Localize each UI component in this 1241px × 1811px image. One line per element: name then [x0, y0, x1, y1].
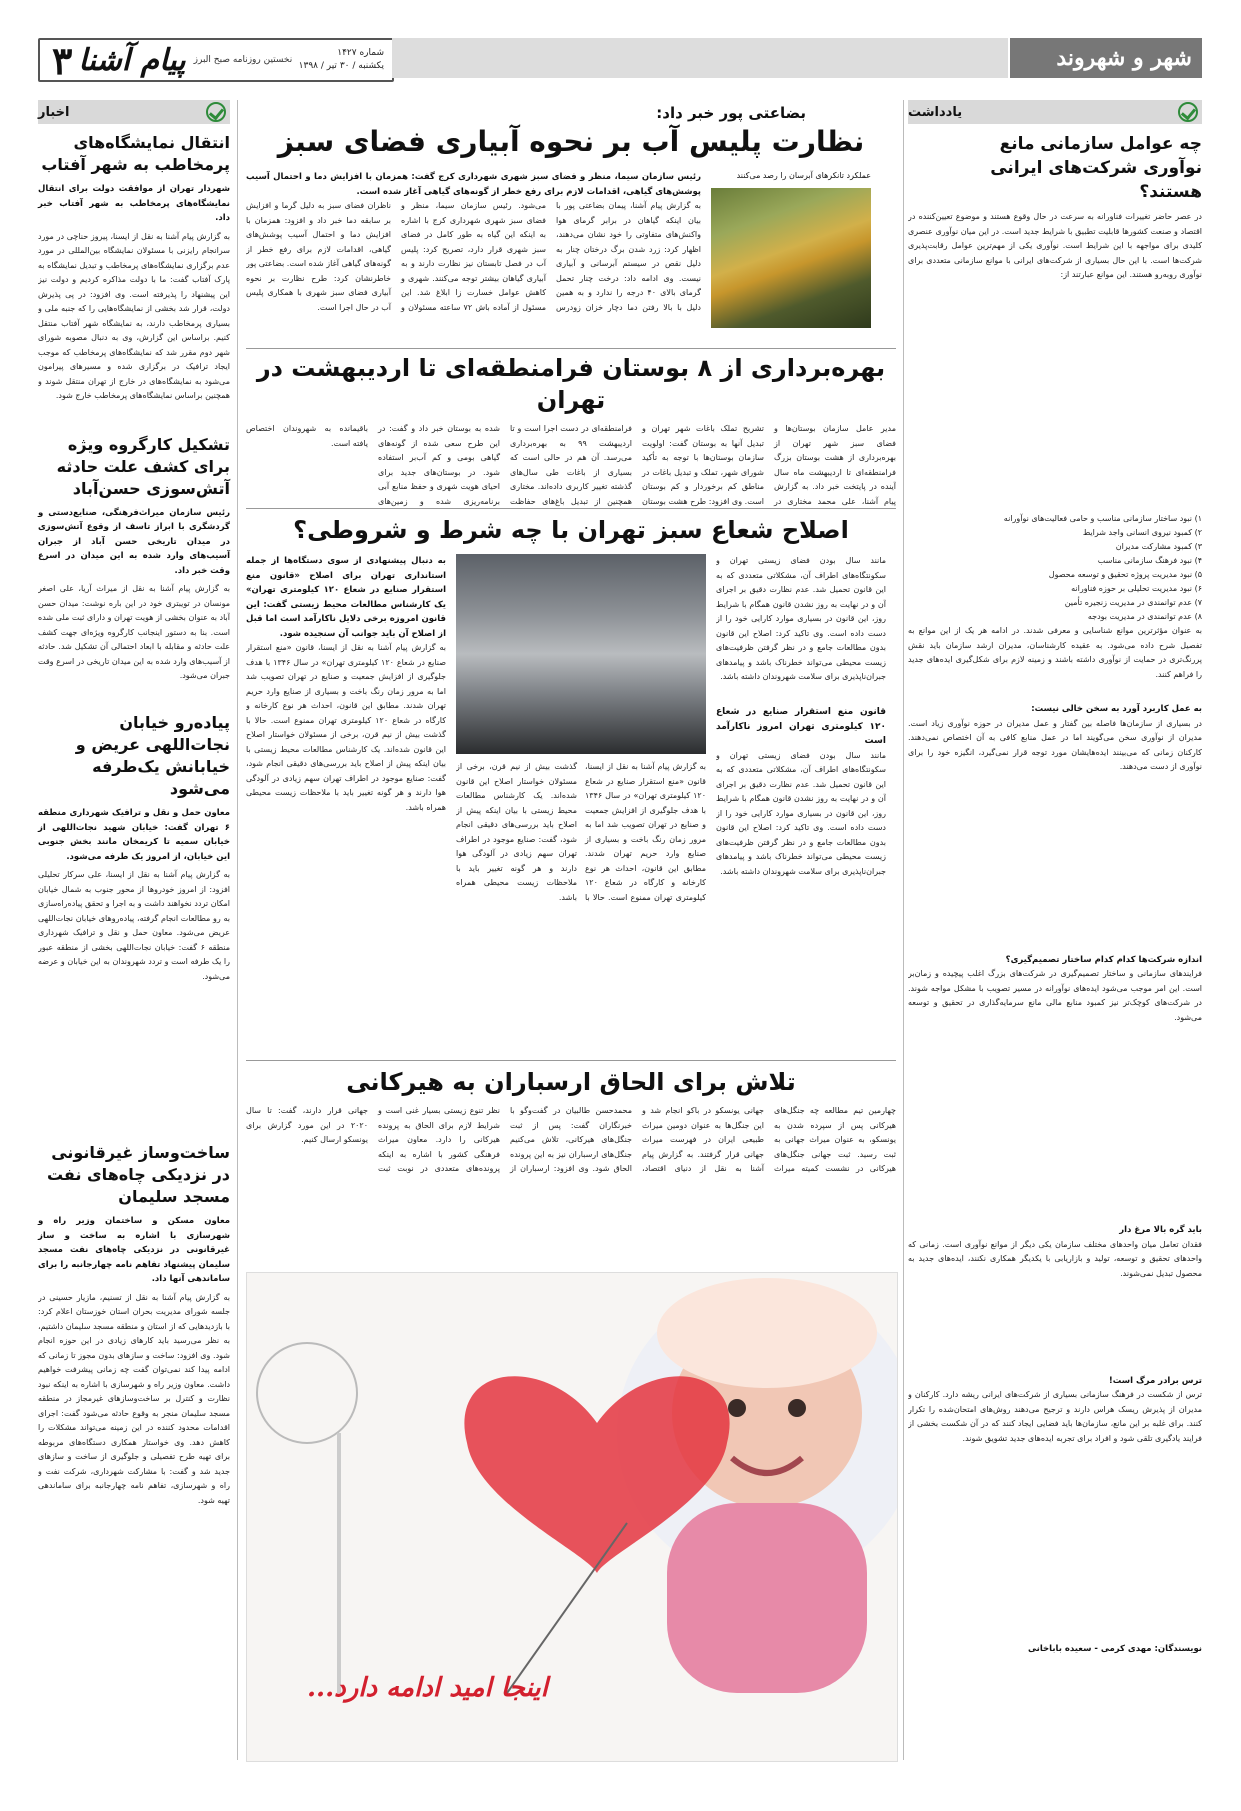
charity-advertisement [246, 1272, 898, 1762]
issue-number: شماره ۱۴۲۷ [337, 48, 384, 58]
story-body: به گزارش پیام آشنا به نقل از میراث آریا، علی اصغر مونسان در تویبتری خود در این باره نوشت: میدان حسن آباد به عنوان بخشی از هویت تهران و دارای ثبت ملی شده است. بنا به دستور اینجانب کارگروه ویژه‌ای جهت کشف علت حادثه و مقابله با ابعاد احتمالی آن تشکیل شد. حادثه از آسیب‌های وارد شده به این میدان تاریخی در اسرع وقت جبران می‌شود. [38, 584, 230, 680]
list-item: ۶) نبود مدیریت تحلیلی بر حوزه فناورانه [1071, 584, 1202, 593]
list-item: ۵) نبود مدیریت پروژه تحقیق و توسعه محصول [1048, 570, 1202, 579]
industrial-skyline-photo [456, 554, 706, 754]
column-divider [237, 100, 238, 1760]
story-body: مدیر عامل سازمان بوستان‌ها و فضای سبز شهر تهران از بهره‌برداری از هشت بوستان بزرگ فرامنطقه‌ای تا اردیبهشت ماه سال آینده در پایتخت خبر داد. به گزارش پیام آشنا، علی محمد مختاری در تشریح تملک باغات شهر تهران و تبدیل آنها به بوستان گفت: اولویت سازمان بوستان‌ها با توجه به تأکید شورای شهر، تملک و تبدیل باغات در مناطق کم برخوردار و کم بوستان است. وی افزود: طرح هشت بوستان فرامنطقه‌ای در دست اجرا است و تا اردیبهشت ۹۹ به بهره‌برداری می‌رسد. آن هم در حالی است که بسیاری از باغات طی سال‌های گذشته تغییر کاربری داده‌اند. مختاری همچنین از تبدیل باغ‌های حفاظت شده به بوستان خبر داد و گفت: در این طرح سعی شده از گونه‌های گیاهی بومی و کم آب‌بر استفاده شود. در بوستان‌های جدید برای احیای هویت شهری و حفظ منابع آبی برنامه‌ریزی شده و زمین‌های باقیمانده به شهروندان اختصاص یافته است. [246, 424, 896, 506]
section-header [1010, 38, 1202, 78]
story-parks [246, 352, 896, 506]
ad-slogan: اینجا امید ادامه دارد... [307, 1673, 548, 1703]
story-lead: رئیس سازمان سیما، منظر و فضای سبز شهری شهرداری کرج گفت: همزمان با افزایش دما و احتمال آسیب پوشش‌های گیاهی، اقدامات لازم برای رفع خطر از گونه‌های گیاهی آغاز شده است. [246, 172, 701, 197]
story-headline: انتقال نمایشگاه‌های پرمخاطب به شهر آفتاب [41, 133, 230, 174]
opinion-subhead: باید گره بالا مرغ دار [1119, 1225, 1202, 1235]
paper-tagline: نخستین روزنامه صبح البرز [193, 55, 293, 65]
opinion-body: ترس از شکست در فرهنگ سازمانی بسیاری از شرکت‌های ایرانی ریشه دارد. کارکنان و مدیران از پذیرش ریسک هراس دارند و ترجیح می‌دهند روش‌های امتحان‌شده را تکرار کنند. برای غلبه بر این مانع، سازمان‌ها باید فضایی ایجاد کنند که در آن شکست بخشی از فرایند یادگیری تلقی شود و افراد برای تجربه ایده‌های جدید تشویق شوند. [908, 1390, 1202, 1443]
obstacles-list [908, 512, 1202, 624]
section-divider [246, 1060, 896, 1061]
story-body: چهارمین تیم مطالعه چه جنگل‌های هیرکانی پس از سپرده شدن به یونسکو، به عنوان میراث جهانی به ثبت رسید. ثبت جهانی جنگل‌های هیرکانی در نشست کمیته میراث جهانی یونسکو در باکو انجام شد و این جنگل‌ها به عنوان دومین میراث طبیعی ایران در فهرست میراث جهانی قرار گرفتند. به گزارش پیام آشنا به نقل از دنیای اقتصاد، محمدحسن طالبیان در گفت‌وگو با خبرنگاران گفت: پس از ثبت جنگل‌های هیرکانی، تلاش می‌کنیم جنگل‌های ارسباران نیز به این پرونده الحاق شود. وی افزود: ارسباران از نظر تنوع زیستی بسیار غنی است و شرایط لازم برای الحاق به پرونده هیرکانی را دارد. معاون میراث فرهنگی کشور با اشاره به اینکه پرونده‌های متعددی در نوبت ثبت جهانی قرار دارند، گفت: تا سال ۲۰۲۰ در این مورد گزارش برای یونسکو ارسال کنیم. [246, 1106, 896, 1173]
section-divider [246, 508, 896, 509]
story-kicker: بضاعتی پور خبر داد: [656, 104, 806, 122]
news-column-header [38, 100, 230, 124]
story-body: به گزارش پیام آشنا به نقل از ایسنا، قانون «منع استقرار صنایع در شعاع ۱۲۰ کیلومتری تهران» در سال ۱۳۴۶ با هدف جلوگیری از افزایش جمعیت و صنایع در تهران تصویب شد اما به مرور زمان رنگ باخت و بسیاری از صنایع وارد حریم تهران شدند. مطابق این قانون، احداث هر نوع کارخانه و کارگاه در شعاع ۱۲۰ کیلومتری تهران ممنوع است. حالا با گذشت بیش از نیم قرن، برخی از مسئولان خواستار اصلاح این قانون شده‌اند. یک کارشناس مطالعات محیط زیستی با بیان اینکه پیش از اصلاح باید بررسی‌های دقیقی انجام شود، گفت: صنایع موجود در اطراف تهران سهم زیادی در آلودگی هوا دارند و هر گونه تغییر باید با ملاحظات زیست محیطی همراه باشد. [456, 762, 706, 902]
opinion-header-label: یادداشت [908, 104, 963, 120]
story-green-radius [246, 514, 896, 1054]
story-headline: تشکیل کارگروه ویژه برای کشف علت حادثه آتش‌سوزی حسن‌آباد [56, 434, 230, 498]
list-item: ۱) نبود ساختار سازمانی مناسب و حامی فعالیت‌های نوآورانه [1003, 514, 1202, 523]
list-item: ۳) کمبود مشارکت مدیران [1115, 542, 1202, 551]
photo-caption: عملکرد تانکرهای آبرسان را رصد می‌کنند [736, 171, 871, 180]
story-headline: ساخت‌وساز غیرقانونی در نزدیکی چاه‌های نفت مسجد سلیمان [46, 1143, 230, 1206]
opinion-body: فرایندهای سازمانی و ساختار تصمیم‌گیری در شرکت‌های بزرگ اغلب پیچیده و زمان‌بر است. این امر موجب می‌شود ایده‌های نوآورانه در مسیر تصویب با مشکل مواجه شوند. در شرکت‌های کوچک‌تر نیز کمبود منابع مالی مانع سرمایه‌گذاری در تحقیق و توسعه می‌شود. [908, 969, 1202, 1022]
left-news-column [38, 100, 230, 1760]
story-headline: اصلاح شعاع سبز تهران با چه شرط و شروطی؟ [293, 516, 849, 544]
water-tanker-photo [711, 188, 871, 328]
list-item: ۸) عدم توانمندی در مدیریت بودجه [1087, 612, 1202, 621]
story-headline: پیاده‌رو خیابان نجات‌اللهی عریض و خیابانش یک‌طرفه می‌شود [75, 713, 230, 798]
story-body: به گزارش پیام آشنا، پیمان بضاعتی پور با بیان اینکه گیاهان در برابر گرمای هوا واکنش‌های متفاوتی را خود نشان می‌دهند، اظهار کرد: زرد شدن برگ درختان چنار به دلیل نقص در سیستم آبرسانی و آبیاری نیست. وی ادامه داد: درخت چنار تحمل گرمای بالای ۴۰ درجه را ندارد و به همین دلیل با بالا رفتن دما دچار خزان زودرس می‌شود. رئیس سازمان سیما، منظر و فضای سبز شهری شهرداری کرج با اشاره به اینکه این گیاه به طور کامل در فضای سبز شهری قرار دارد، تصریح کرد: پلیس آب در فصل تابستان نیز نظارت دارند و به آبیاری گیاهان بیشتر توجه می‌کنند. شهری و کاهش عوامل خسارت زا ابلاغ شد. این مسئول از آماده باش ۷۲ ساعته مسئولان و ناظران فضای سبز به دلیل گرما و افزایش بر سابقه دما خبر داد و افزود: همزمان با افزایش دما و احتمال آسیب پوشش‌های گیاهی، اقدامات لازم برای رفع خطر از گونه‌های گیاهی آغاز شده است. بضاعتی پور خاطرنشان کرد: طرح نظارت بر نحوه آبیاری فضای سبز شهری با همکاری پلیس آب در حال اجرا است. [246, 201, 701, 312]
opinion-subhead: اندازه شرکت‌ها کدام کدام ساختار تصمیم‌گیری؟ [1005, 954, 1202, 965]
check-icon [1178, 102, 1198, 122]
opinion-body: به عنوان مؤثرترین موانع شناسایی و معرفی شدند. در ادامه هر یک از این موانع به تفصیل شرح داده می‌شود. به عقیده کارشناسان، مدیران ارشد سازمان باید نقش پررنگ‌تری در حمایت از نوآوری داشته باشند و زمینه لازم برای شکل‌گیری ایده‌های جدید را فراهم کنند. [908, 626, 1202, 679]
story-arasbaran [246, 1066, 896, 1266]
opinion-authors: نویسندگان: مهدی کرمی - سعیده باباخانی [1028, 1644, 1202, 1654]
opinion-body: فقدان تعامل میان واحدهای مختلف سازمان یکی دیگر از موانع نوآوری است. زمانی که واحدهای تحقیق و توسعه، تولید و بازاریابی با یکدیگر همکاری نکنند، ایده‌های جدید به محصول تبدیل نمی‌شوند. [908, 1239, 1202, 1278]
opinion-column [908, 100, 1202, 1760]
story-headline: تلاش برای الحاق ارسباران به هیرکانی [346, 1068, 796, 1096]
story-body: به گزارش پیام آشنا به نقل از تسنیم، مازیار حسینی در جلسه شورای مدیریت بحران استان خوزستان اعلام کرد: با بازدیدهایی که از استان و منطقه مسجد سلیمان داشتیم، به نظر می‌رسید باید کارهای زیادی در این حوزه انجام شود. وی افزود: ساخت و سازهای بدون مجوز تا زمانی که ادامه پیدا کند نمی‌توان گفت چه زمانی پیشرفت خواهیم داشت. معاون وزیر راه و شهرسازی با اشاره به اینکه نبود نظارت و کنترل بر ساخت‌وسازهای غیرمجاز در منطقه مسجد سلیمان منجر به وقوع حادثه می‌شود گفت: اجرای اقدامات محدود کننده در این زمینه می‌تواند مشکلات را کاهش دهد. وی خواستار همکاری دستگاه‌های مربوطه برای تهیه طرح تفصیلی و جلوگیری از ساخت و سازهای جدید شد و گفت: با مشارکت شهرداری، شرکت نفت و راه و شهرسازی، تفاهم نامه چهارجانبه برای ساماندهی تهیه شود. [38, 1292, 230, 1505]
story-lead: رئیس سازمان میراث‌فرهنگی، صنایع‌دستی و گردشگری با ابراز تاسف از وقوع آتش‌سوزی در میدان تاریخی حسن آباد از جبران آسیب‌های وارد شده به این میدان در اسرع وقت خبر داد. [38, 507, 230, 576]
masthead [0, 0, 1241, 98]
opinion-header [908, 100, 1202, 124]
check-icon [206, 102, 226, 122]
column-divider [903, 100, 904, 1760]
header-band [392, 38, 1008, 78]
paper-logo-box [38, 38, 394, 82]
story-lead: به دنبال پیشنهادی از سوی دستگاه‌ها از جمله استانداری تهران برای اصلاح «قانون منع استقرار صنایع در شعاع ۱۲۰ کیلومتری تهران» یک کارشناس مطالعات محیط زیستی گفت: این قانون امروزه برخی دلایل ناکارآمد است اما قبل از اصلاح آن باید جوانب آن سنجیده شود. [246, 556, 446, 639]
story-body: به گزارش پیام آشنا به نقل از ایسنا، پیروز حناچی در مورد سرانجام رایزنی با مسئولان نمایشگاه بین‌المللی در مورد عدم برگزاری نمایشگاه‌های پرمخاطب و تبدیل نمایشگاه به پارک آفتاب گفت: ما با دولت مذاکره کردیم و دولت نیز این پیشنهاد را پذیرفته است. وی افزود: در پی پذیرش دولت، قرار شد بخشی از نمایشگاه‌هایی را که جنبه ملی و بسیاری پرمخاطب دارند، به نمایشگاه شهر آفتاب منتقل کنیم. براساس این گزارش، وی به دنبال مصوبه شورای شهر دوم مقرر شد که نمایشگاه‌های پرمخاطب که موجب ایجاد ترافیک در برگزاری شده و مسیرهای پیرامون می‌شود به نمایشگاه‌های در خارج از تهران منتقل شوند و همچنین براساس نمایشگاه‌های پرمخاطب خارج شود. [38, 231, 230, 400]
story-headline: نظارت پلیس آب بر نحوه آبیاری فضای سبز [277, 125, 865, 158]
list-item: ۲) کمبود نیروی انسانی واجد شرایط [1082, 528, 1202, 537]
story-body: مانند سال بودن فضای زیستی تهران و سکونتگاه‌های اطراف آن، مشکلاتی متعددی که به این قانون تحمیل شد. عدم نظارت دقیق بر اجرای آن و در نهایت به روز نشدن قانون همگام با شرایط روز، این قانون در بسیاری موارد کارایی خود را از دست داده است. وی تاکید کرد: اصلاح این قانون بدون مطالعات جامع و در نظر گرفتن ظرفیت‌های زیست محیطی می‌تواند خطرناک باشد و پیامدهای جبران‌ناپذیری برای سلامت شهروندان داشته باشد. [716, 556, 886, 681]
issue-info [299, 47, 384, 73]
story-body: مانند سال بودن فضای زیستی تهران و سکونتگاه‌های اطراف آن، مشکلاتی متعددی که به این قانون تحمیل شد. عدم نظارت دقیق بر اجرای آن و در نهایت به روز نشدن قانون همگام با شرایط روز، این قانون در بسیاری موارد کارایی خود را از دست داده است. وی تاکید کرد: اصلاح این قانون بدون مطالعات جامع و در نظر گرفتن ظرفیت‌های زیست محیطی می‌تواند خطرناک باشد و پیامدهای جبران‌ناپذیری برای سلامت شهروندان داشته باشد. [716, 750, 886, 876]
story-body: به گزارش پیام آشنا به نقل از ایسنا، علی سرکار تحلیلی افزود: از امروز خودروها از محور جنوب به شمال خیابان امکان تردد نخواهند داشت و به اجرا و تحقق پیاده‌راه‌سازی به رو مطالعات انجام گرفته، پیاده‌روهای خیابان نجات‌اللهی عریض می‌شود. معاون حمل و نقل و ترافیک شهرداری منطقه ۶ گفت: خیابان نجات‌اللهی بخشی از منطقه عبور را یک طرفه است و تردد شهروندان به این خیابان و عرضه می‌شود. [38, 870, 230, 981]
opinion-intro: در عصر حاضر تغییرات فناورانه به سرعت در حال وقوع هستند و موضوع تعیین‌کننده در اقتصاد و صنعت کشورها قابلیت تطبیق با شرایط جدید است. در این میان نوآوری عنصری کلیدی برای مواجهه با این شرایط است. نوآوری یکی از مهم‌ترین عوامل رقابت‌پذیری شرکت‌ها است. با این حال بسیاری از شرکت‌های ایرانی با موانع سازمانی متعددی برای نوآوری روبه‌رو هستند. این موانع عبارتند از: [908, 212, 1202, 279]
story-lead: شهردار تهران از موافقت دولت برای انتقال نمایشگاه‌های پرمخاطب به شهر آفتاب خبر داد. [38, 184, 230, 223]
story-lead: معاون حمل و نقل و ترافیک شهرداری منطقه ۶ تهران گفت: خیابان شهید نجات‌اللهی از خیابان سمیه تا کریمخان مانند بخش جنوبی این خیابان، از امروز یک طرفه می‌شود. [38, 808, 230, 862]
issue-date: یکشنبه / ۳۰ تیر / ۱۳۹۸ [298, 61, 384, 71]
list-item: ۴) نبود فرهنگ سازمانی مناسب [1097, 556, 1202, 565]
section-title: شهر و شهروند [1056, 45, 1192, 71]
list-item: ۷) عدم توانمندی در مدیریت زنجیره تأمین [1064, 598, 1202, 607]
opinion-subhead: به عمل کاربرد آورد به سخن خالی نیست: [1031, 704, 1202, 714]
story-lead: معاون مسکن و ساختمان وزیر راه و شهرسازی با اشاره به ساخت و ساز غیرقانونی در نزدیکی چاه‌های نفت مسجد سلیمان پیشنهاد تفاهم نامه چهارجانبه را برای ساماندهی آنها داد. [38, 1216, 230, 1284]
news-header-label: اخبار [38, 104, 70, 120]
story-headline: بهره‌برداری از ۸ بوستان فرامنطقه‌ای تا اردیبهشت در تهران [256, 354, 886, 414]
story-police-water [246, 104, 896, 344]
story-body: به گزارش پیام آشنا به نقل از ایسنا، قانون «منع استقرار صنایع در شعاع ۱۲۰ کیلومتری تهران» در سال ۱۳۴۶ با هدف جلوگیری از افزایش جمعیت و صنایع در تهران تصویب شد اما به مرور زمان رنگ باخت و بسیاری از صنایع وارد حریم تهران شدند. مطابق این قانون، احداث هر نوع کارخانه و کارگاه در شعاع ۱۲۰ کیلومتری تهران ممنوع است. حالا با گذشت بیش از نیم قرن، برخی از مسئولان خواستار اصلاح این قانون شده‌اند. یک کارشناس مطالعات محیط زیستی با بیان اینکه پیش از اصلاح باید بررسی‌های دقیقی انجام شود، گفت: صنایع موجود در اطراف تهران سهم زیادی در آلودگی هوا دارند و هر گونه تغییر باید با ملاحظات زیست محیطی همراه باشد. [246, 643, 446, 812]
section-divider [246, 348, 896, 349]
opinion-body: در بسیاری از سازمان‌ها فاصله بین گفتار و عمل مدیران در حوزه نوآوری زیاد است. مدیران از نوآوری سخن می‌گویند اما در عمل منابع کافی به آن اختصاص نمی‌دهند. کارکنان زمانی که می‌بینند ایده‌هایشان مورد توجه قرار نمی‌گیرد، انگیزه خود را برای نوآوری از دست می‌دهند. [908, 718, 1202, 771]
opinion-subhead: ترس برادر مرگ است! [1108, 1375, 1202, 1386]
story-subhead: قانون منع استقرار صنایع در شعاع ۱۲۰ کیلومتری تهران امروز ناکارآمد است [716, 707, 886, 746]
paper-name: پیام آشنا [78, 42, 186, 78]
page-number: ۳ [52, 37, 73, 83]
opinion-headline: چه عوامل سازمانی مانع نوآوری شرکت‌های ایرانی هستند؟ [990, 134, 1202, 202]
